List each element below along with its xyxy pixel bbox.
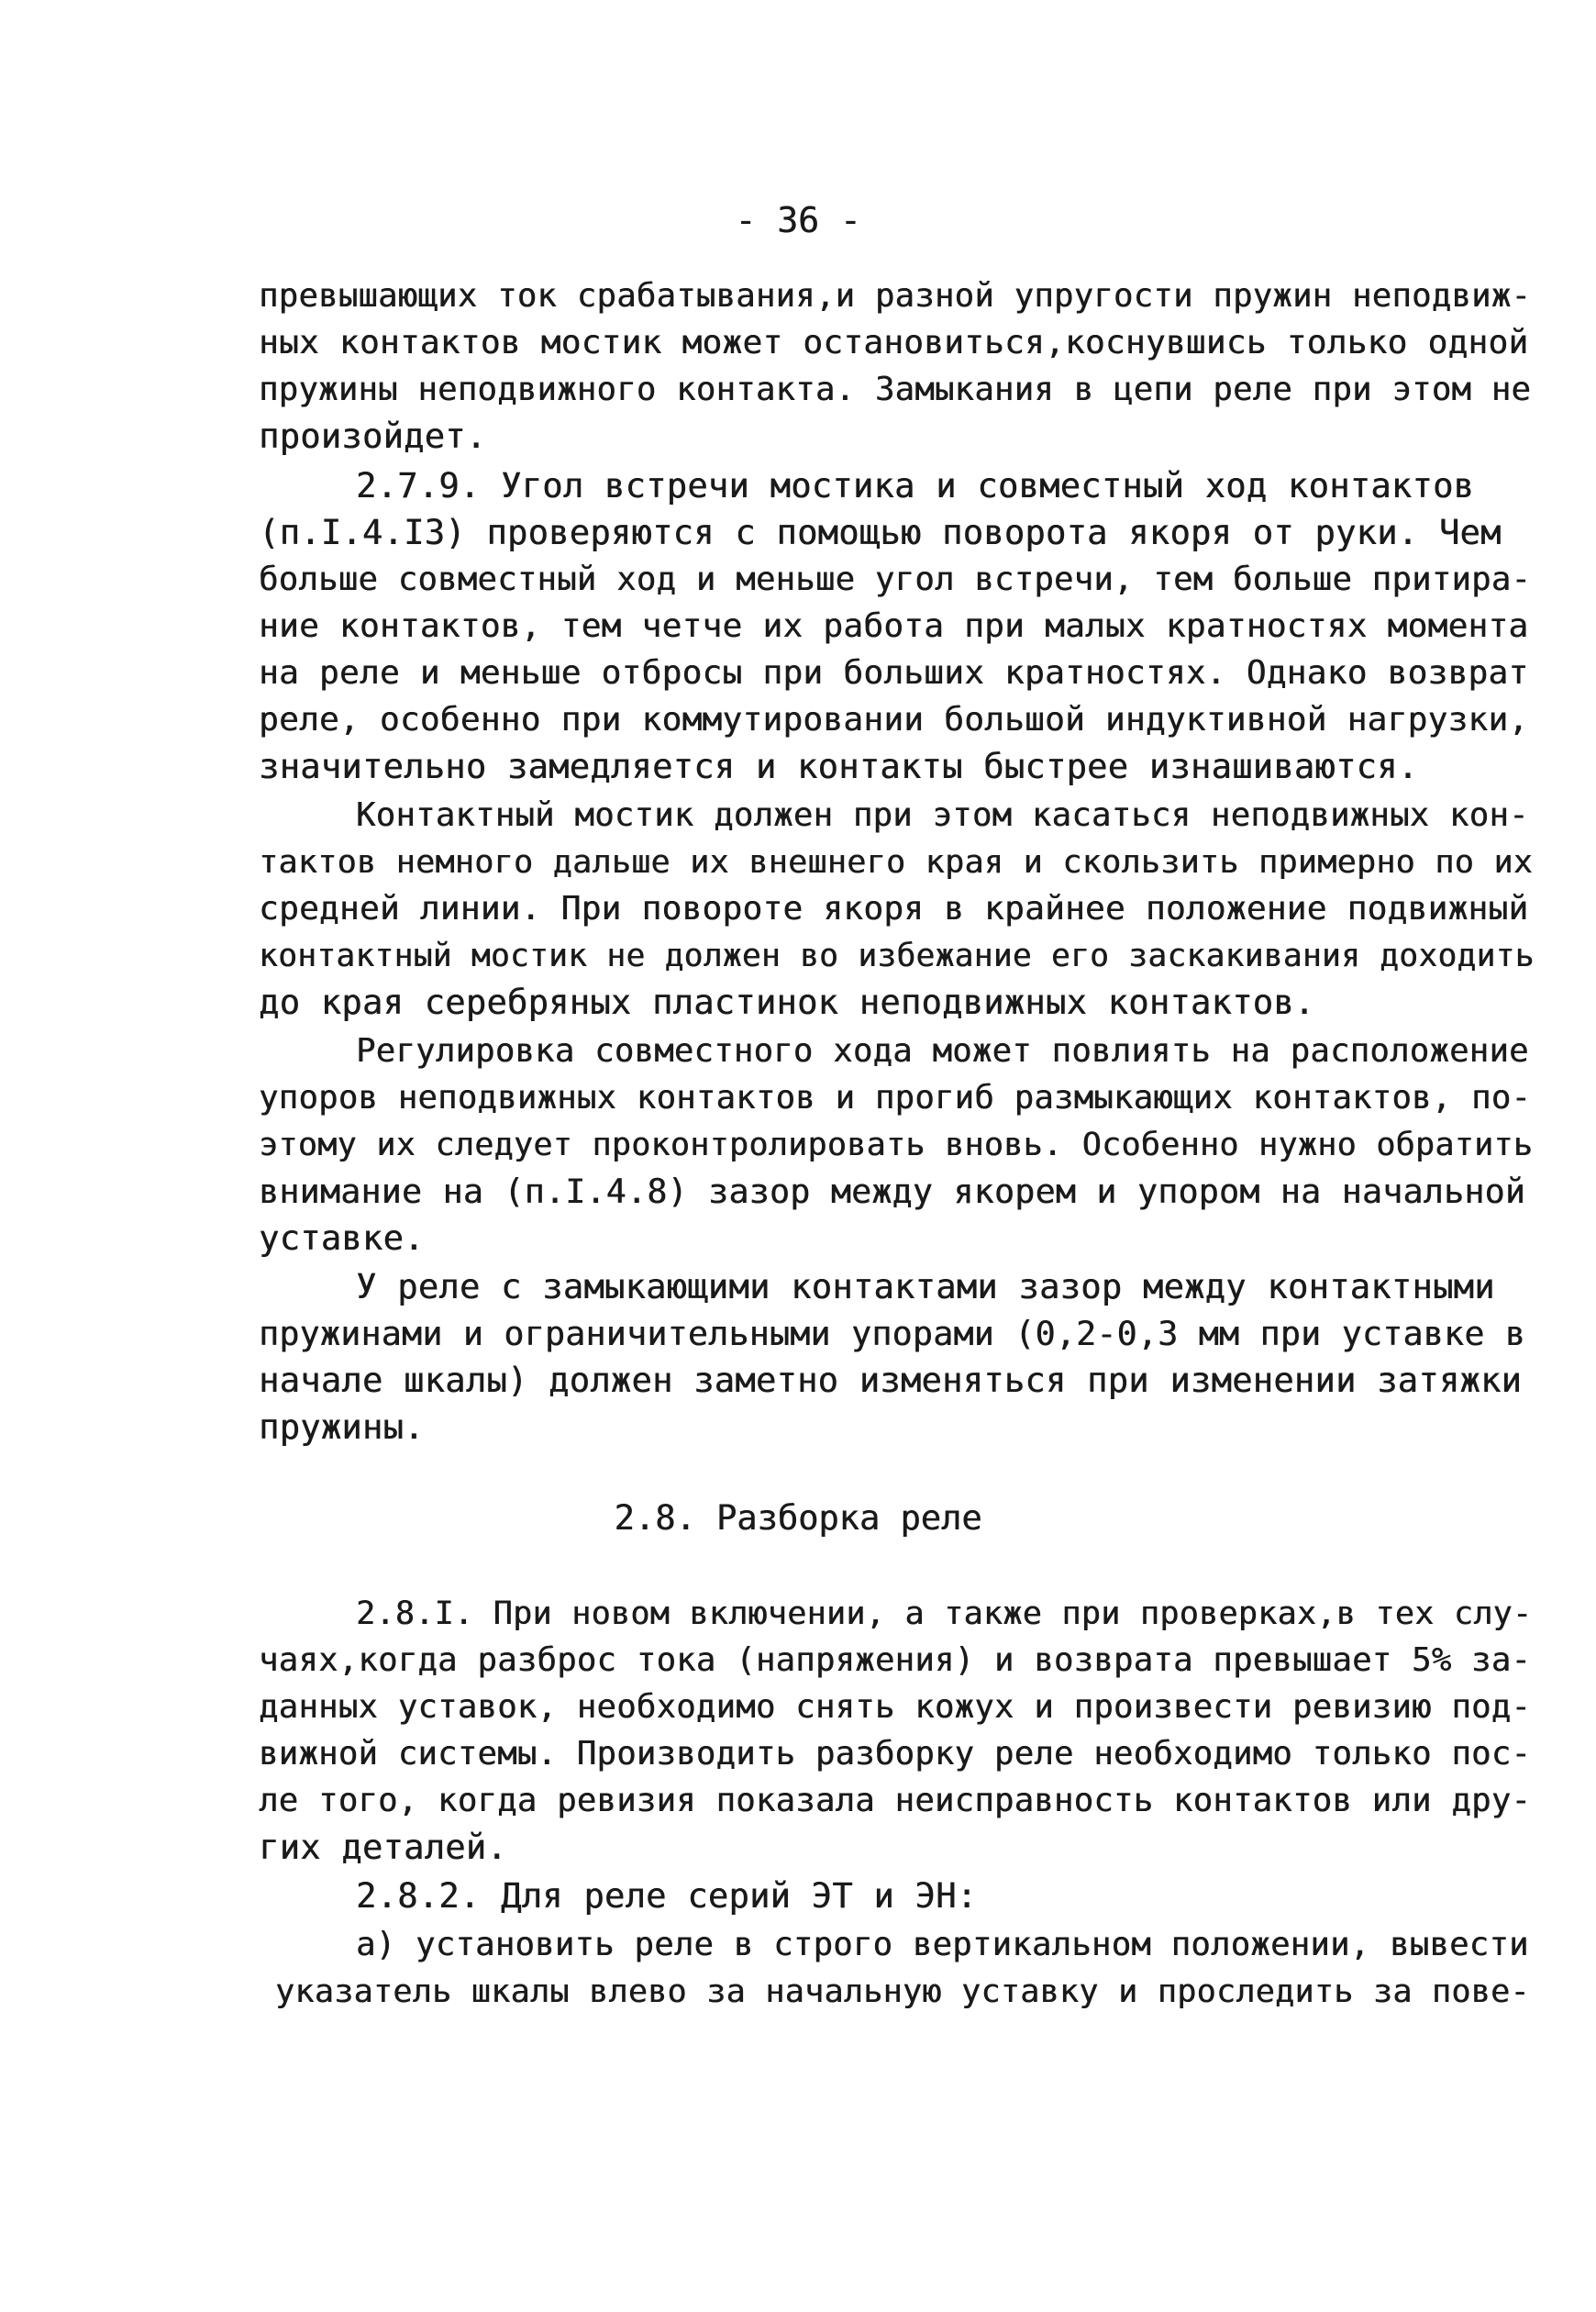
- page-number: - 36 -: [735, 200, 861, 240]
- text-line: гих деталей.: [259, 1828, 507, 1867]
- text-line: ние контактов, тем четче их работа при малых кратностях момента: [259, 607, 1529, 645]
- text-line: Контактный мостик должен при этом касаться неподвижных кон-: [356, 796, 1529, 834]
- text-line: указатель шкалы влево за начальную уставку и проследить за пове-: [275, 1973, 1530, 2010]
- text-line: произойдет.: [259, 417, 487, 456]
- text-line: 2.7.9. Угол встречи мостика и совместный ход контактов: [356, 466, 1475, 506]
- text-line: до края серебряных пластинок неподвижных контактов.: [259, 983, 1315, 1022]
- text-line: ле того, когда ревизия показала неисправность контактов или дру-: [259, 1782, 1532, 1819]
- text-line: пружинами и ограничительными упорами (0,2-0,3 мм при уставке в: [259, 1314, 1526, 1353]
- text-line: (п.I.4.I3) проверяются с помощью поворота якоря от руки. Чем: [259, 513, 1502, 552]
- text-line: 2.8.I. При новом включении, а также при проверках,в тех слу-: [356, 1595, 1533, 1632]
- text-line: чаях,когда разброс тока (напряжения) и возврата превышает 5% за-: [259, 1641, 1532, 1679]
- text-line: начале шкалы) должен заметно изменяться при изменении затяжки: [259, 1361, 1523, 1400]
- text-line: 2.8.2. Для реле серий ЭТ и ЭН:: [356, 1876, 978, 1916]
- text-line: тактов немного дальше их внешнего края и скользить примерно по их: [259, 844, 1534, 881]
- text-line: ных контактов мостик может остановиться,коснувшись только одной: [259, 324, 1529, 361]
- text-line: реле, особенно при коммутировании большой индуктивной нагрузки,: [259, 701, 1529, 739]
- section-heading: 2.8. Разборка реле: [614, 1498, 982, 1538]
- text-line: на реле и меньше отбросы при больших кратностях. Однако возврат: [259, 654, 1529, 692]
- text-line: пружины неподвижного контакта. Замыкания в цепи реле при этом не: [259, 371, 1532, 408]
- text-line: Регулировка совместного хода может повлиять на расположение: [356, 1032, 1529, 1070]
- text-line: этому их следует проконтролировать вновь. Особенно нужно обратить: [259, 1127, 1534, 1163]
- text-line: уставке.: [259, 1218, 425, 1258]
- text-line: контактный мостик не должен во избежание его заскакивания доходить: [259, 938, 1535, 974]
- text-line: а) установить реле в строго вертикальном положении, вывести: [356, 1926, 1529, 1963]
- text-line: вижной системы. Производить разборку реле необходимо только пос-: [259, 1735, 1532, 1773]
- text-line: значительно замедляется и контакты быстрее изнашиваются.: [259, 747, 1419, 786]
- text-line: данных уставок, необходимо снять кожух и произвести ревизию под-: [259, 1688, 1532, 1726]
- text-line: превышающих ток срабатывания,и разной упругости пружин неподвиж-: [259, 277, 1532, 315]
- text-line: больше совместный ход и меньше угол встречи, тем больше притира-: [259, 561, 1532, 598]
- text-line: У реле с замыкающими контактами зазор между контактными: [356, 1267, 1495, 1306]
- text-line: средней линии. При повороте якоря в крайнее положение подвижный: [259, 890, 1529, 928]
- text-line: внимание на (п.I.4.8) зазор между якорем и упором на начальной: [259, 1172, 1526, 1211]
- text-line: пружины.: [259, 1407, 425, 1447]
- text-line: упоров неподвижных контактов и прогиб размыкающих контактов, по-: [259, 1079, 1532, 1117]
